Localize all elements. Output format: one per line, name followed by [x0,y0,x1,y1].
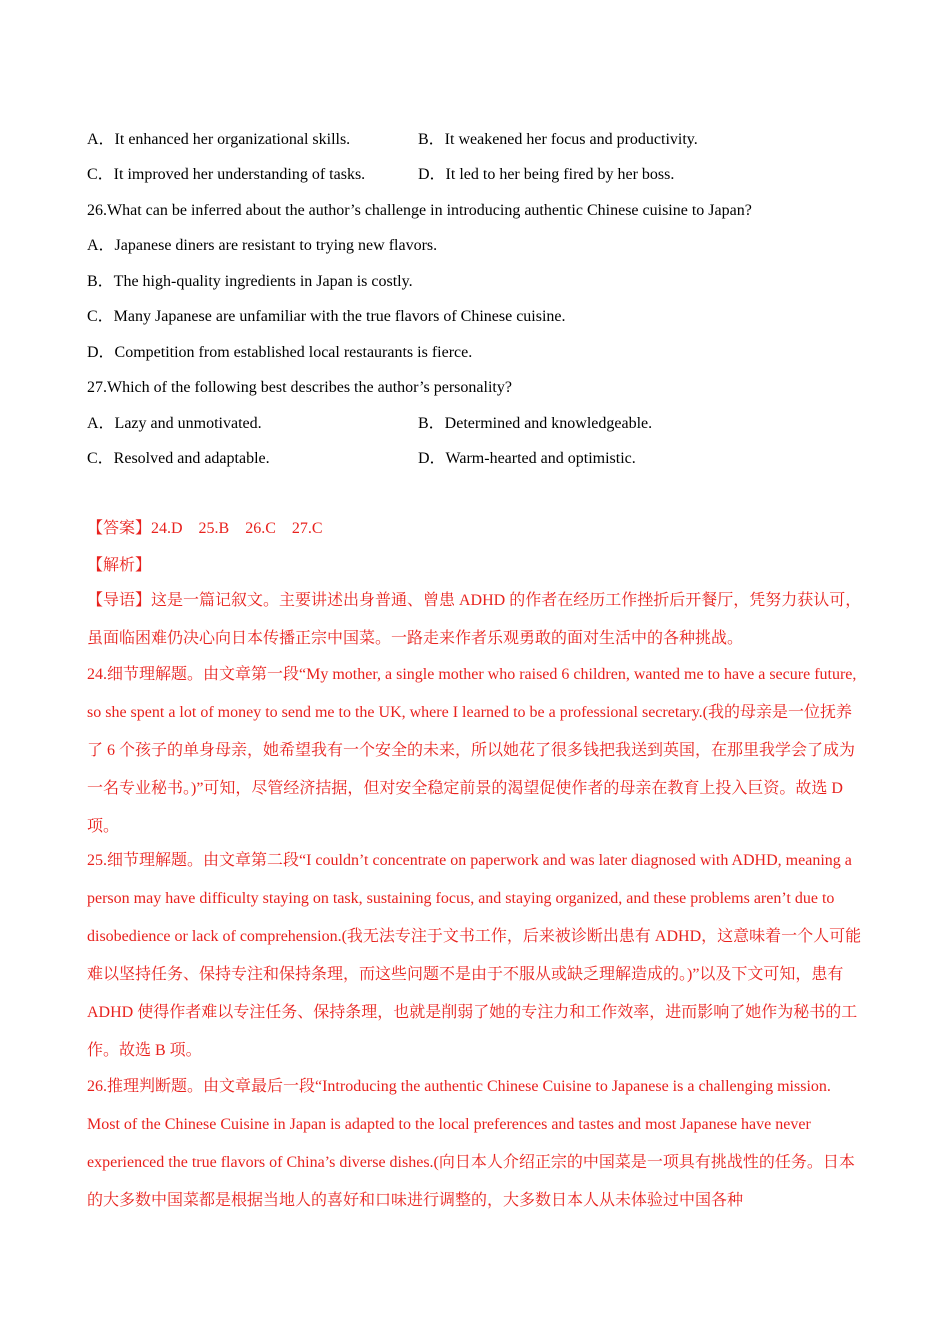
q25-option-c: C．It improved her understanding of tasks. [87,166,366,183]
q25-option-a: A．It enhanced her organizational skills. [87,131,351,148]
q26-stem: 26.What can be inferred about the author’s challenge in introducing authentic Chinese cuisine to Japan? [87,202,752,219]
answer-line: 【答案】24.D 25.B 26.C 27.C [87,520,323,537]
q27-option-a: A．Lazy and unmotivated. [87,415,262,432]
q27-stem: 27.Which of the following best describes the author’s personality? [87,379,512,396]
explanation-q24: 24.细节理解题。由文章第一段“My mother, a single mother who raised 6 children, wanted me to have a secure future, so she spent a lot of money to send me to the UK, where I learned to be a professional secretary.(我的母亲是一位抚养了 6 个孩子的单身母亲，她希望我有一个安全的未来，所以她花了很多钱把我送到英国，在那里我学会了成为一名专业秘书。)”可知，尽管经济拮据，但对安全稳定前景的渴望促使作者的母亲在教育上投入巨资。故选 D 项。 [87,666,857,835]
q26-option-d: D．Competition from established local restaurants is fierce. [87,344,473,361]
analysis-label: 【解析】 [87,557,152,574]
q26-option-b: B．The high-quality ingredients in Japan is costly. [87,273,413,290]
q27-option-d: D．Warm-hearted and optimistic. [418,450,636,467]
explanation-q26: 26.推理判断题。由文章最后一段“Introducing the authentic Chinese Cuisine to Japanese is a challenging mission. Most of the Chinese Cuisine in Japan is adapted to the local preferences and tastes and most Japanese have never experienced the true flavors of China’s diverse dishes.(向日本人介绍正宗的中国菜是一项具有挑战性的任务。日本的大多数中国菜都是根据当地人的喜好和口味进行调整的，大多数日本人从未体验过中国各种 [87,1078,855,1209]
q27-option-b: B．Determined and knowledgeable. [418,415,653,432]
explanation-intro: 【导语】这是一篇记叙文。主要讲述出身普通、曾患 ADHD 的作者在经历工作挫折后开餐厅，凭努力获认可，虽面临困难仍决心向日本传播正宗中国菜。一路走来作者乐观勇敢的面对生活中的各种挑战。 [87,592,862,647]
q25-option-d: D．It led to her being fired by her boss. [418,166,675,183]
q27-option-c: C．Resolved and adaptable. [87,450,270,467]
explanation-q25: 25.细节理解题。由文章第二段“I couldn’t concentrate on paperwork and was later diagnosed with ADHD, meaning a person may have difficulty staying on task, sustaining focus, and staying organized, and these problems aren’t due to disobedience or lack of comprehension.(我无法专注于文书工作，后来被诊断出患有 ADHD，这意味着一个人可能难以坚持任务、保持专注和保持条理，而这些问题不是由于不服从或缺乏理解造成的。)”以及下文可知，患有 ADHD 使得作者难以专注任务、保持条理，也就是削弱了她的专注力和工作效率，进而影响了她作为秘书的工作。故选 B 项。 [87,852,862,1059]
q26-option-a: A．Japanese diners are resistant to trying new flavors. [87,237,438,254]
q25-option-b: B．It weakened her focus and productivity. [418,131,698,148]
q26-option-c: C．Many Japanese are unfamiliar with the true flavors of Chinese cuisine. [87,308,566,325]
